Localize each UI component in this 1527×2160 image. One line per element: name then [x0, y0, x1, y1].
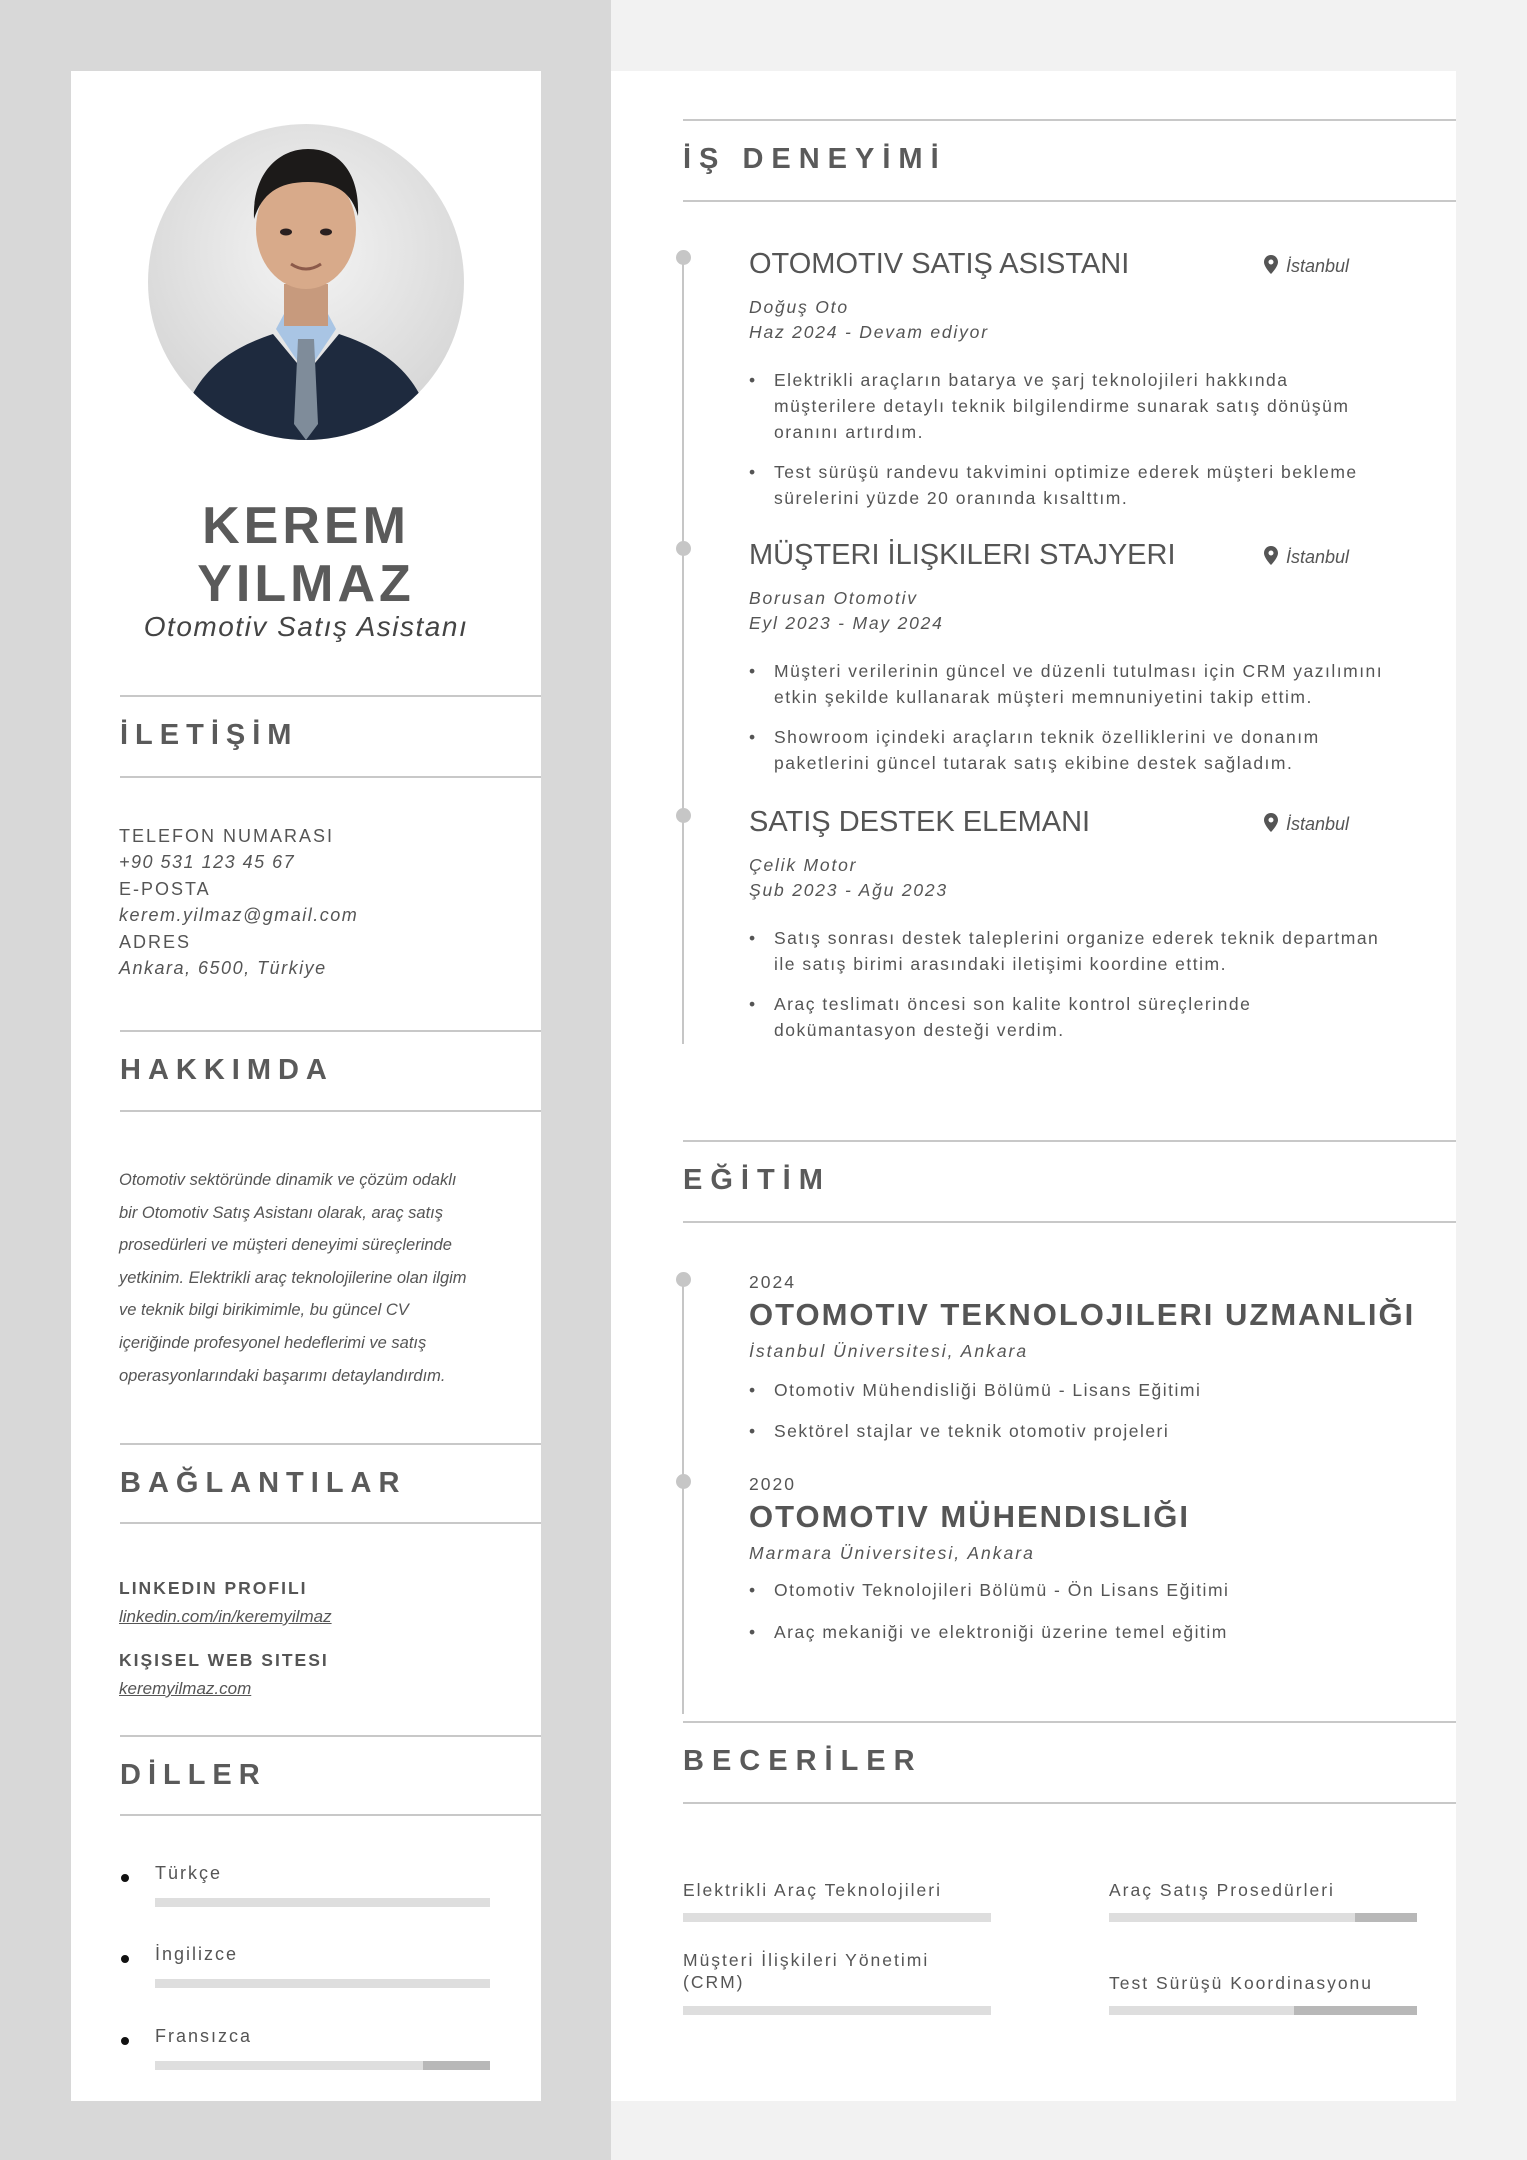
divider — [683, 1802, 1456, 1804]
bullet-line: • Elektrikli araçların batarya ve şarj teknolojileri hakkında — [774, 370, 1289, 390]
experience-timeline — [682, 257, 684, 1044]
divider — [683, 1721, 1456, 1723]
bullet-line: müşterilere detaylı teknik bilgilendirme sunarak satış dönüşüm — [774, 396, 1350, 416]
job-title: SATIŞ DESTEK ELEMANI — [749, 806, 1091, 838]
job-bullet — [774, 459, 1404, 511]
about-line: operasyonlarındaki başarımı detaylandırdım. — [119, 1366, 446, 1385]
links-heading: BAĞLANTILAR — [120, 1467, 407, 1499]
job-location — [1264, 255, 1349, 277]
email-label: E-POSTA — [119, 879, 211, 899]
about-line: Otomotiv sektöründe dinamik ve çözüm odaklı — [119, 1171, 457, 1189]
address-label: ADRES — [119, 932, 192, 952]
email-value: kerem.yilmaz@gmail.com — [119, 905, 359, 925]
divider — [683, 200, 1456, 202]
divider — [120, 1814, 541, 1816]
education-heading: EĞİTİM — [683, 1164, 831, 1196]
skills-heading: BECERİLER — [683, 1745, 923, 1777]
education-year: 2024 — [749, 1272, 796, 1292]
language-level-bar — [155, 1979, 490, 1988]
location-pin-icon — [1264, 546, 1278, 565]
skill-name: Müşteri İlişkileri Yönetimi (CRM) — [683, 1950, 930, 1992]
job-date: Şub 2023 - Ağu 2023 — [749, 880, 948, 900]
divider — [120, 1443, 541, 1445]
education-bullet: • Otomotiv Teknolojileri Bölümü - Ön Lisans Eğitimi — [774, 1577, 1404, 1603]
last-name: YILMAZ — [197, 555, 415, 613]
job-company: Borusan Otomotiv — [749, 588, 918, 608]
education-year: 2020 — [749, 1474, 796, 1494]
bullet-line: sürelerini yüzde 20 oranında kısalttım. — [774, 488, 1129, 508]
job-location-text: İstanbul — [1286, 814, 1350, 834]
first-name: KEREM — [202, 497, 410, 555]
education-timeline — [682, 1281, 684, 1714]
job-bullet — [774, 724, 1404, 776]
job-company: Doğuş Oto — [749, 297, 849, 317]
bullet-line: • Satış sonrası destek taleplerini organize ederek teknik departman — [774, 928, 1380, 948]
skill-name: Test Sürüşü Koordinasyonu — [1109, 1973, 1374, 1993]
languages-heading: DİLLER — [120, 1759, 267, 1791]
experience-heading: İŞ DENEYİMİ — [683, 143, 947, 175]
education-bullet: • Araç mekaniği ve elektroniği üzerine temel eğitim — [774, 1619, 1404, 1645]
language-name: İngilizce — [155, 1944, 239, 1964]
bullet-line: ile satış birimi arasındaki iletişimi koordine ettim. — [774, 954, 1227, 974]
divider — [120, 1030, 541, 1032]
bullet-line: etkin şekilde kullanarak müşteri memnuniyetini takip ettim. — [774, 687, 1313, 707]
location-pin-icon — [1264, 255, 1278, 274]
skill-name: Araç Satış Prosedürleri — [1109, 1880, 1335, 1900]
phone-value: +90 531 123 45 67 — [119, 852, 296, 872]
bullet-line: • Müşteri verilerinin güncel ve düzenli tutulması için CRM yazılımını — [774, 661, 1384, 681]
divider — [683, 119, 1456, 121]
about-line: içeriğinde profesyonel hedeflerimi ve satış — [119, 1333, 427, 1352]
job-bullet — [774, 925, 1404, 977]
website-label: KIŞISEL WEB SITESI — [119, 1650, 329, 1670]
language-level-fill — [423, 2061, 490, 2070]
divider — [120, 1110, 541, 1112]
job-bullet — [774, 991, 1404, 1043]
skill-level-bar — [683, 2006, 991, 2015]
website-link[interactable]: keremyilmaz.com — [119, 1679, 252, 1698]
timeline-dot — [676, 250, 691, 265]
location-pin-icon — [1264, 813, 1278, 832]
bullet-line: • Test sürüşü randevu takvimini optimize ederek müşteri bekleme — [774, 462, 1358, 482]
education-school: İstanbul Üniversitesi, Ankara — [749, 1341, 1029, 1361]
skill-name: Elektrikli Araç Teknolojileri — [683, 1880, 943, 1900]
job-company: Çelik Motor — [749, 855, 858, 875]
job-location — [1264, 546, 1349, 568]
education-bullet: • Sektörel stajlar ve teknik otomotiv projeleri — [774, 1418, 1404, 1444]
about-line: bir Otomotiv Satış Asistanı olarak, araç satış — [119, 1203, 444, 1222]
job-title: Otomotiv Satış Asistanı — [143, 611, 469, 642]
bullet-line: • Showroom içindeki araçların teknik özelliklerini ve donanım — [774, 727, 1320, 747]
timeline-dot — [676, 1474, 691, 1489]
language-name: Fransızca — [155, 2026, 253, 2046]
phone-label: TELEFON NUMARASI — [119, 826, 335, 846]
job-location-text: İstanbul — [1286, 256, 1350, 276]
language-name: Türkçe — [155, 1863, 223, 1883]
linkedin-label: LINKEDIN PROFILI — [119, 1578, 308, 1598]
education-title: OTOMOTIV MÜHENDISLIĞI — [749, 1499, 1190, 1534]
divider — [120, 1735, 541, 1737]
divider — [683, 1221, 1456, 1223]
job-date: Eyl 2023 - May 2024 — [749, 613, 944, 633]
skill-level-bar — [1109, 1913, 1417, 1922]
address-value: Ankara, 6500, Türkiye — [119, 958, 327, 978]
language-level-bar — [155, 2061, 490, 2070]
about-heading: HAKKIMDA — [120, 1054, 334, 1086]
skill-level-fill — [1294, 2006, 1417, 2015]
profile-photo — [148, 124, 464, 440]
skill-level-fill — [1355, 1913, 1417, 1922]
about-text — [119, 1164, 491, 1392]
timeline-dot — [676, 1272, 691, 1287]
bullet-icon — [121, 2037, 129, 2045]
skill-level-bar — [1109, 2006, 1417, 2015]
divider — [120, 776, 541, 778]
about-line: ve teknik bilgi birikimimle, bu güncel CV — [119, 1301, 409, 1320]
about-line: prosedürleri ve müşteri deneyimi süreçlerinde — [119, 1236, 452, 1255]
job-location-text: İstanbul — [1286, 547, 1350, 567]
divider — [120, 695, 541, 697]
education-title: OTOMOTIV TEKNOLOJILERI UZMANLIĞI — [749, 1297, 1416, 1332]
bullet-line: paketlerini güncel tutarak satış ekibine destek sağladım. — [774, 753, 1294, 773]
job-location — [1264, 813, 1349, 835]
bullet-icon — [121, 1955, 129, 1963]
education-school: Marmara Üniversitesi, Ankara — [749, 1543, 1035, 1563]
bullet-line: oranını artırdım. — [774, 422, 924, 442]
job-title: OTOMOTIV SATIŞ ASISTANI — [749, 248, 1130, 280]
timeline-dot — [676, 808, 691, 823]
divider — [683, 1140, 1456, 1142]
job-date: Haz 2024 - Devam ediyor — [749, 322, 989, 342]
about-line: yetkinim. Elektrikli araç teknolojilerine olan ilgim — [119, 1268, 467, 1287]
job-title: MÜŞTERI İLIŞKILERI STAJYERI — [749, 539, 1176, 571]
education-bullet: • Otomotiv Mühendisliği Bölümü - Lisans Eğitimi — [774, 1377, 1404, 1403]
bullet-line: dokümantasyon desteği verdim. — [774, 1020, 1065, 1040]
language-level-bar — [155, 1898, 490, 1907]
bullet-icon — [121, 1874, 129, 1882]
sidebar-card — [71, 71, 541, 2101]
timeline-dot — [676, 541, 691, 556]
divider — [120, 1522, 541, 1524]
linkedin-link[interactable]: linkedin.com/in/keremyilmaz — [119, 1607, 332, 1626]
contact-heading: İLETİŞİM — [120, 719, 299, 751]
skill-level-bar — [683, 1913, 991, 1922]
main-card — [611, 71, 1456, 2101]
job-bullet — [774, 367, 1404, 445]
job-bullet — [774, 658, 1404, 710]
bullet-line: • Araç teslimatı öncesi son kalite kontrol süreçlerinde — [774, 994, 1252, 1014]
